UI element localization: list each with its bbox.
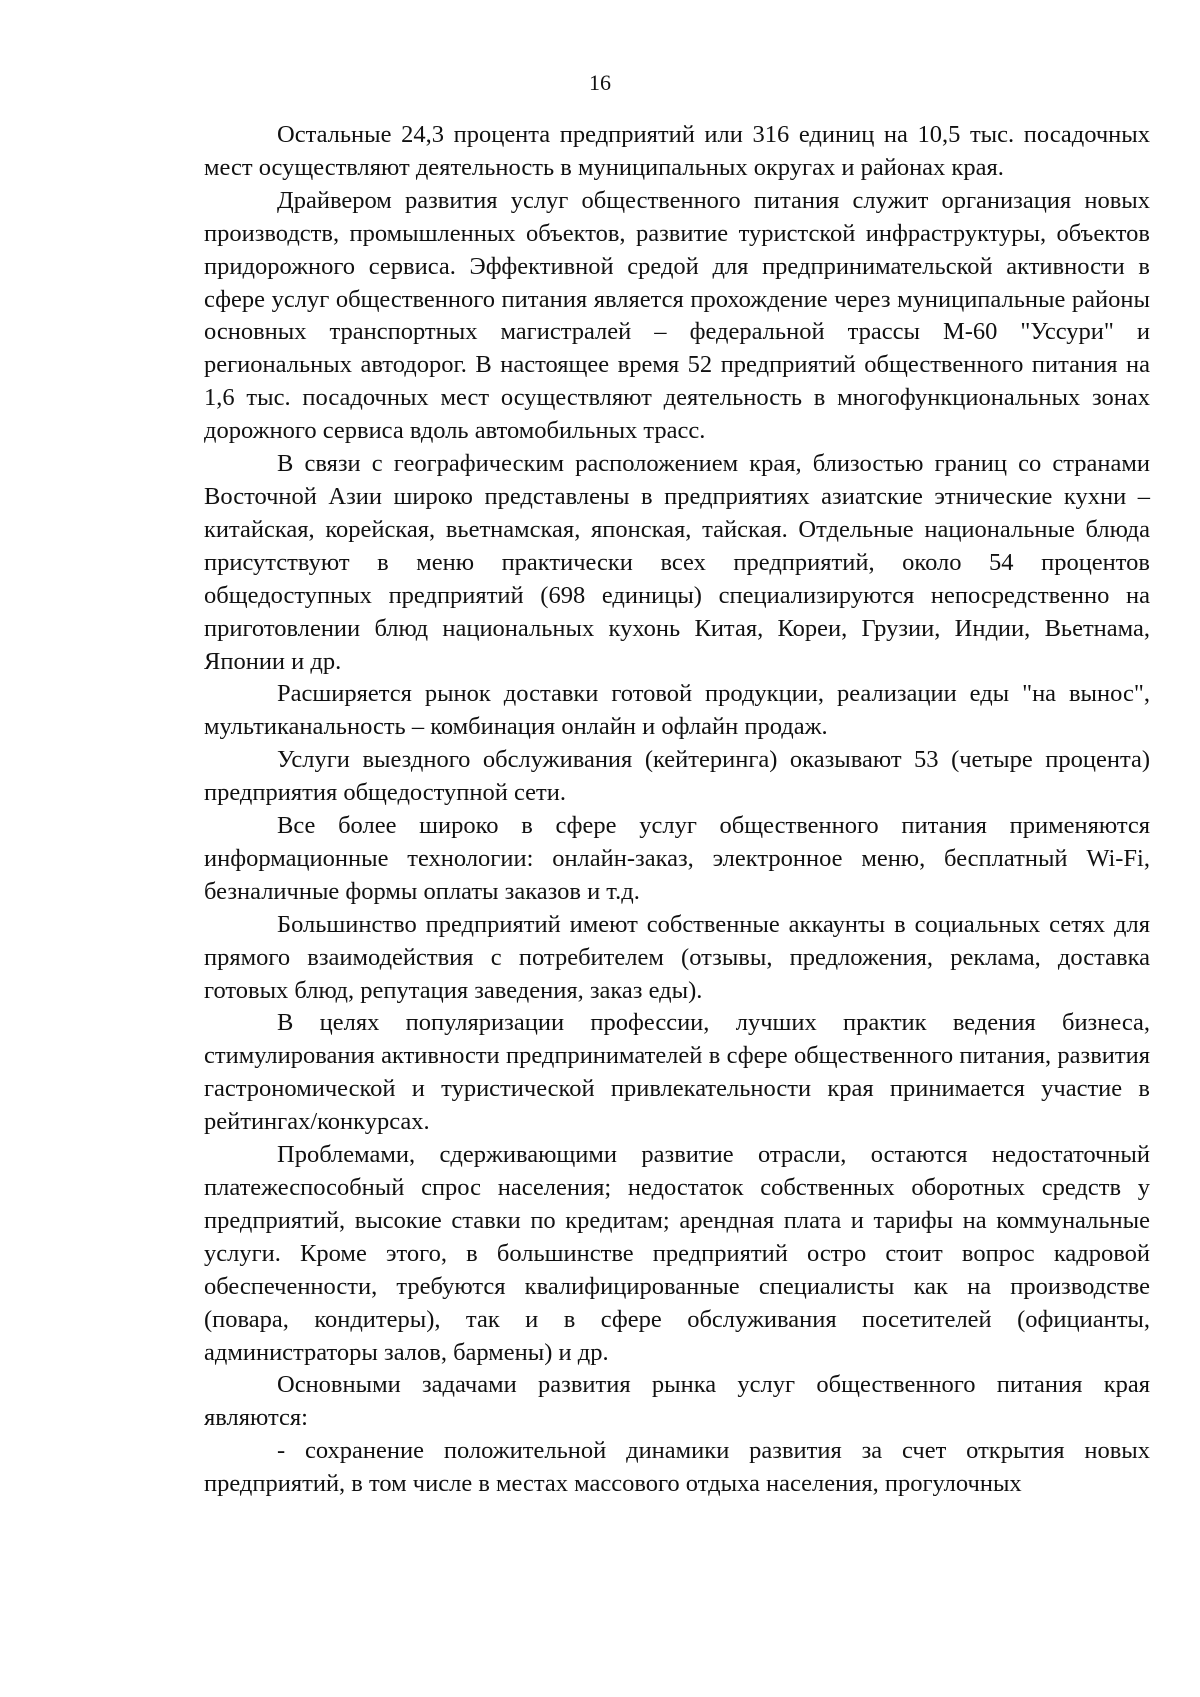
paragraph: Проблемами, сдерживающими развитие отрасли, остаются недостаточный платежеспособный спрос населения; недостаток собственных оборотных средств у предприятий, высокие ставки по кредитам; арендная плата и тарифы на коммунальные услуги. Кроме этого, в большинстве предприятий остро стоит вопрос кадровой обеспеченности, требуются квалифицированные специалисты как на производстве (повара, кондитеры), так и в сфере обслуживания посетителей (официанты, администраторы залов, бармены) и др.	[204, 1141, 1150, 1366]
document-body	[204, 119, 1150, 1501]
paragraph: Драйвером развития услуг общественного питания служит организация новых производств, промышленных объектов, развитие туристской инфраструктуры, объектов придорожного сервиса. Эффективной средой для предпринимательской активности в сфере услуг общественного питания является прохождение через муниципальные районы основных транспортных магистралей – федеральной трассы М-60 "Уссури" и региональных автодорог. В настоящее время 52 предприятий общественного питания на 1,6 тыс. посадочных мест осуществляют деятельность в многофункциональных зонах дорожного сервиса вдоль автомобильных трасс.	[204, 186, 1150, 445]
page-number: 16	[589, 70, 611, 95]
paragraph: Расширяется рынок доставки готовой продукции, реализации еды "на вынос", мультиканальность – комбинация онлайн и офлайн продаж.	[204, 680, 1150, 741]
paragraph: В целях популяризации профессии, лучших практик ведения бизнеса, стимулирования активности предпринимателей в сфере общественного питания, развития гастрономической и туристической привлекательности края принимается участие в рейтингах/конкурсах.	[204, 1009, 1150, 1136]
paragraph: Большинство предприятий имеют собственные аккаунты в социальных сетях для прямого взаимодействия с потребителем (отзывы, предложения, реклама, доставка готовых блюд, репутация заведения, заказ еды).	[204, 910, 1150, 1004]
paragraph: В связи с географическим расположением края, близостью границ со странами Восточной Азии широко представлены в предприятиях азиатские этнические кухни – китайская, корейская, вьетнамская, японская, тайская. Отдельные национальные блюда присутствуют в меню практически всех предприятий, около 54 процентов общедоступных предприятий (698 единицы) специализируются непосредственно на приготовлении блюд национальных кухонь Китая, Кореи, Грузии, Индии, Вьетнама, Японии и др.	[204, 450, 1150, 675]
paragraph: Остальные 24,3 процента предприятий или 316 единиц на 10,5 тыс. посадочных мест осуществляют деятельность в муниципальных округах и районах края.	[204, 121, 1150, 181]
paragraph: - сохранение положительной динамики развития за счет открытия новых предприятий, в том числе в местах массового отдыха населения, прогулочных	[204, 1437, 1150, 1498]
paragraph: Основными задачами развития рынка услуг общественного питания края являются:	[204, 1371, 1150, 1432]
paragraph: Все более широко в сфере услуг общественного питания применяются информационные технологии: онлайн-заказ, электронное меню, бесплатный Wi-Fi, безналичные формы оплаты заказов и т.д.	[204, 812, 1150, 905]
paragraph: Услуги выездного обслуживания (кейтеринга) оказывают 53 (четыре процента) предприятия общедоступной сети.	[204, 746, 1150, 807]
